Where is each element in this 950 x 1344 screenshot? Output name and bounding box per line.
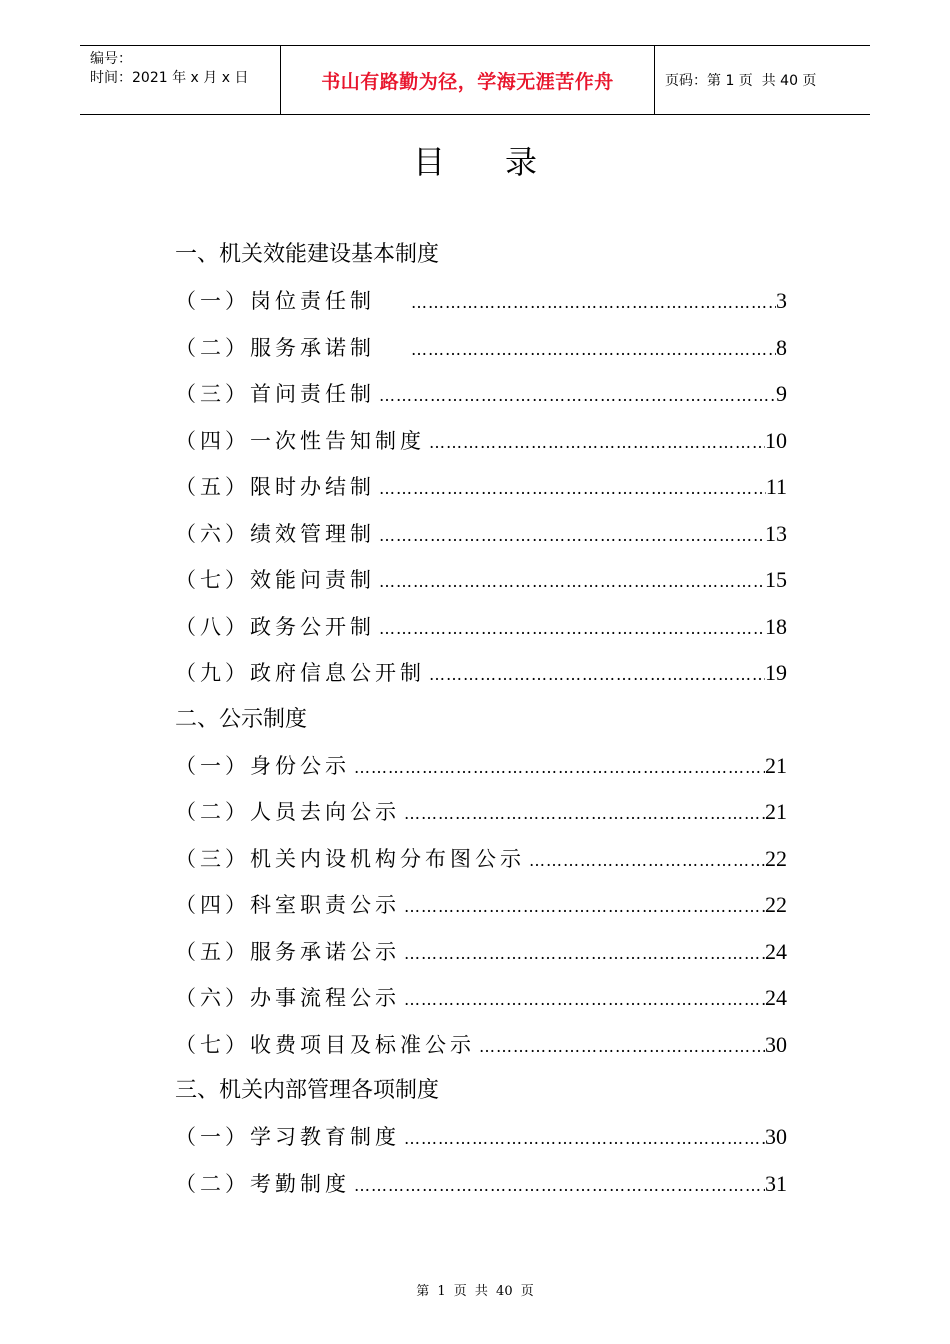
document-number-label: 编号：	[90, 51, 132, 67]
dot-leader	[404, 977, 765, 1024]
toc-entry-label: （二）人员去向公示	[175, 800, 400, 824]
dot-leader	[429, 420, 765, 467]
dot-leader	[354, 745, 765, 792]
toc-entry-label: （四）一次性告知制度	[175, 428, 425, 453]
toc-entry[interactable]	[175, 371, 787, 418]
toc-entry-label: （一）学习教育制度	[175, 1125, 400, 1149]
toc-entry-label: （二）服务承诺制	[175, 335, 375, 360]
toc-entry[interactable]	[175, 511, 787, 558]
toc-entry-page: 11	[765, 474, 787, 499]
document-time-label: 时间：2021 年 x 月 x 日	[90, 70, 249, 86]
toc-entry-label: （三）机关内设机构分布图公示	[175, 846, 525, 871]
toc-entry-label: （八）政务公开制	[175, 614, 375, 639]
toc-entry-page: 19	[765, 660, 787, 685]
dot-leader	[379, 606, 765, 653]
page-footer: 第 1 页 共 40 页	[416, 1284, 534, 1299]
dot-leader	[404, 931, 765, 978]
dot-leader	[379, 513, 765, 560]
toc-entry-page: 24	[765, 938, 787, 964]
toc-entry[interactable]	[175, 929, 787, 976]
dot-leader	[429, 652, 765, 699]
toc-entry[interactable]	[175, 604, 787, 651]
page-header	[80, 45, 870, 115]
dot-leader	[404, 791, 765, 838]
toc-entry-page: 9	[776, 381, 787, 406]
toc-entry-label: （二）考勤制度	[175, 1171, 350, 1196]
toc-entry-page: 30	[765, 1124, 787, 1149]
dot-leader	[404, 884, 765, 931]
dot-leader	[354, 1163, 765, 1210]
toc-entry-page: 18	[765, 613, 787, 639]
toc-entry-page: 8	[776, 334, 787, 360]
toc-section-heading: 二、公示制度	[175, 706, 308, 732]
dot-leader	[379, 373, 776, 420]
toc-entry-page: 15	[765, 567, 787, 592]
header-motto: 书山有路勤为径，学海无涯苦作舟	[281, 46, 655, 114]
toc-entry[interactable]	[175, 650, 787, 697]
toc-entry-page: 22	[765, 845, 787, 871]
toc-entry-page: 30	[765, 1031, 787, 1057]
dot-leader	[379, 466, 766, 513]
header-page-info: 页码：第 1 页 共 40 页	[665, 73, 817, 89]
dot-leader	[379, 559, 765, 606]
toc-entry-label: （五）服务承诺公示	[175, 939, 400, 964]
toc-entry[interactable]	[175, 1161, 787, 1208]
toc-entry[interactable]	[175, 882, 787, 929]
toc-entry[interactable]	[175, 278, 787, 325]
toc-entry[interactable]	[175, 1022, 787, 1069]
toc-entry-page: 22	[765, 892, 787, 917]
toc-entry-page: 13	[765, 520, 787, 546]
toc-section-heading: 三、机关内部管理各项制度	[175, 1078, 440, 1103]
dot-leader	[529, 838, 765, 885]
toc-entry-label: （七）收费项目及标准公示	[175, 1032, 475, 1057]
dot-leader	[479, 1024, 765, 1071]
toc-entry[interactable]	[175, 1114, 787, 1161]
dot-leader	[404, 1116, 765, 1163]
toc-entry[interactable]	[175, 836, 787, 883]
toc-entry-page: 31	[765, 1170, 787, 1196]
toc-entry-page: 21	[765, 799, 787, 824]
toc-entry[interactable]	[175, 789, 787, 836]
toc-entry[interactable]	[175, 464, 787, 511]
toc-entry-label: （九）政府信息公开制	[175, 661, 425, 685]
dot-leader	[411, 327, 776, 374]
toc-entry-label: （五）限时办结制	[175, 475, 375, 499]
toc-entry-page: 24	[765, 985, 787, 1010]
toc-entry-label: （四）科室职责公示	[175, 893, 400, 917]
toc-entry[interactable]	[175, 557, 787, 604]
toc-section-heading: 一、机关效能建设基本制度	[175, 242, 440, 267]
toc-entry[interactable]	[175, 975, 787, 1022]
page-title: 目录	[412, 143, 597, 181]
toc-entry-page: 21	[765, 752, 787, 778]
dot-leader	[411, 280, 776, 327]
toc-entry-label: （一）岗位责任制	[175, 289, 375, 313]
toc-entry[interactable]	[175, 743, 787, 790]
toc-entry-label: （六）办事流程公示	[175, 986, 400, 1010]
toc-entry-page: 10	[765, 427, 787, 453]
toc-entry[interactable]	[175, 325, 787, 372]
toc-entry-label: （一）身份公示	[175, 753, 350, 778]
header-meta	[80, 46, 281, 114]
table-of-contents	[175, 232, 787, 1207]
toc-entry-page: 3	[776, 288, 787, 313]
toc-entry-label: （三）首问责任制	[175, 382, 375, 406]
toc-entry-label: （六）绩效管理制	[175, 521, 375, 546]
toc-entry[interactable]	[175, 418, 787, 465]
toc-entry-label: （七）效能问责制	[175, 568, 375, 592]
